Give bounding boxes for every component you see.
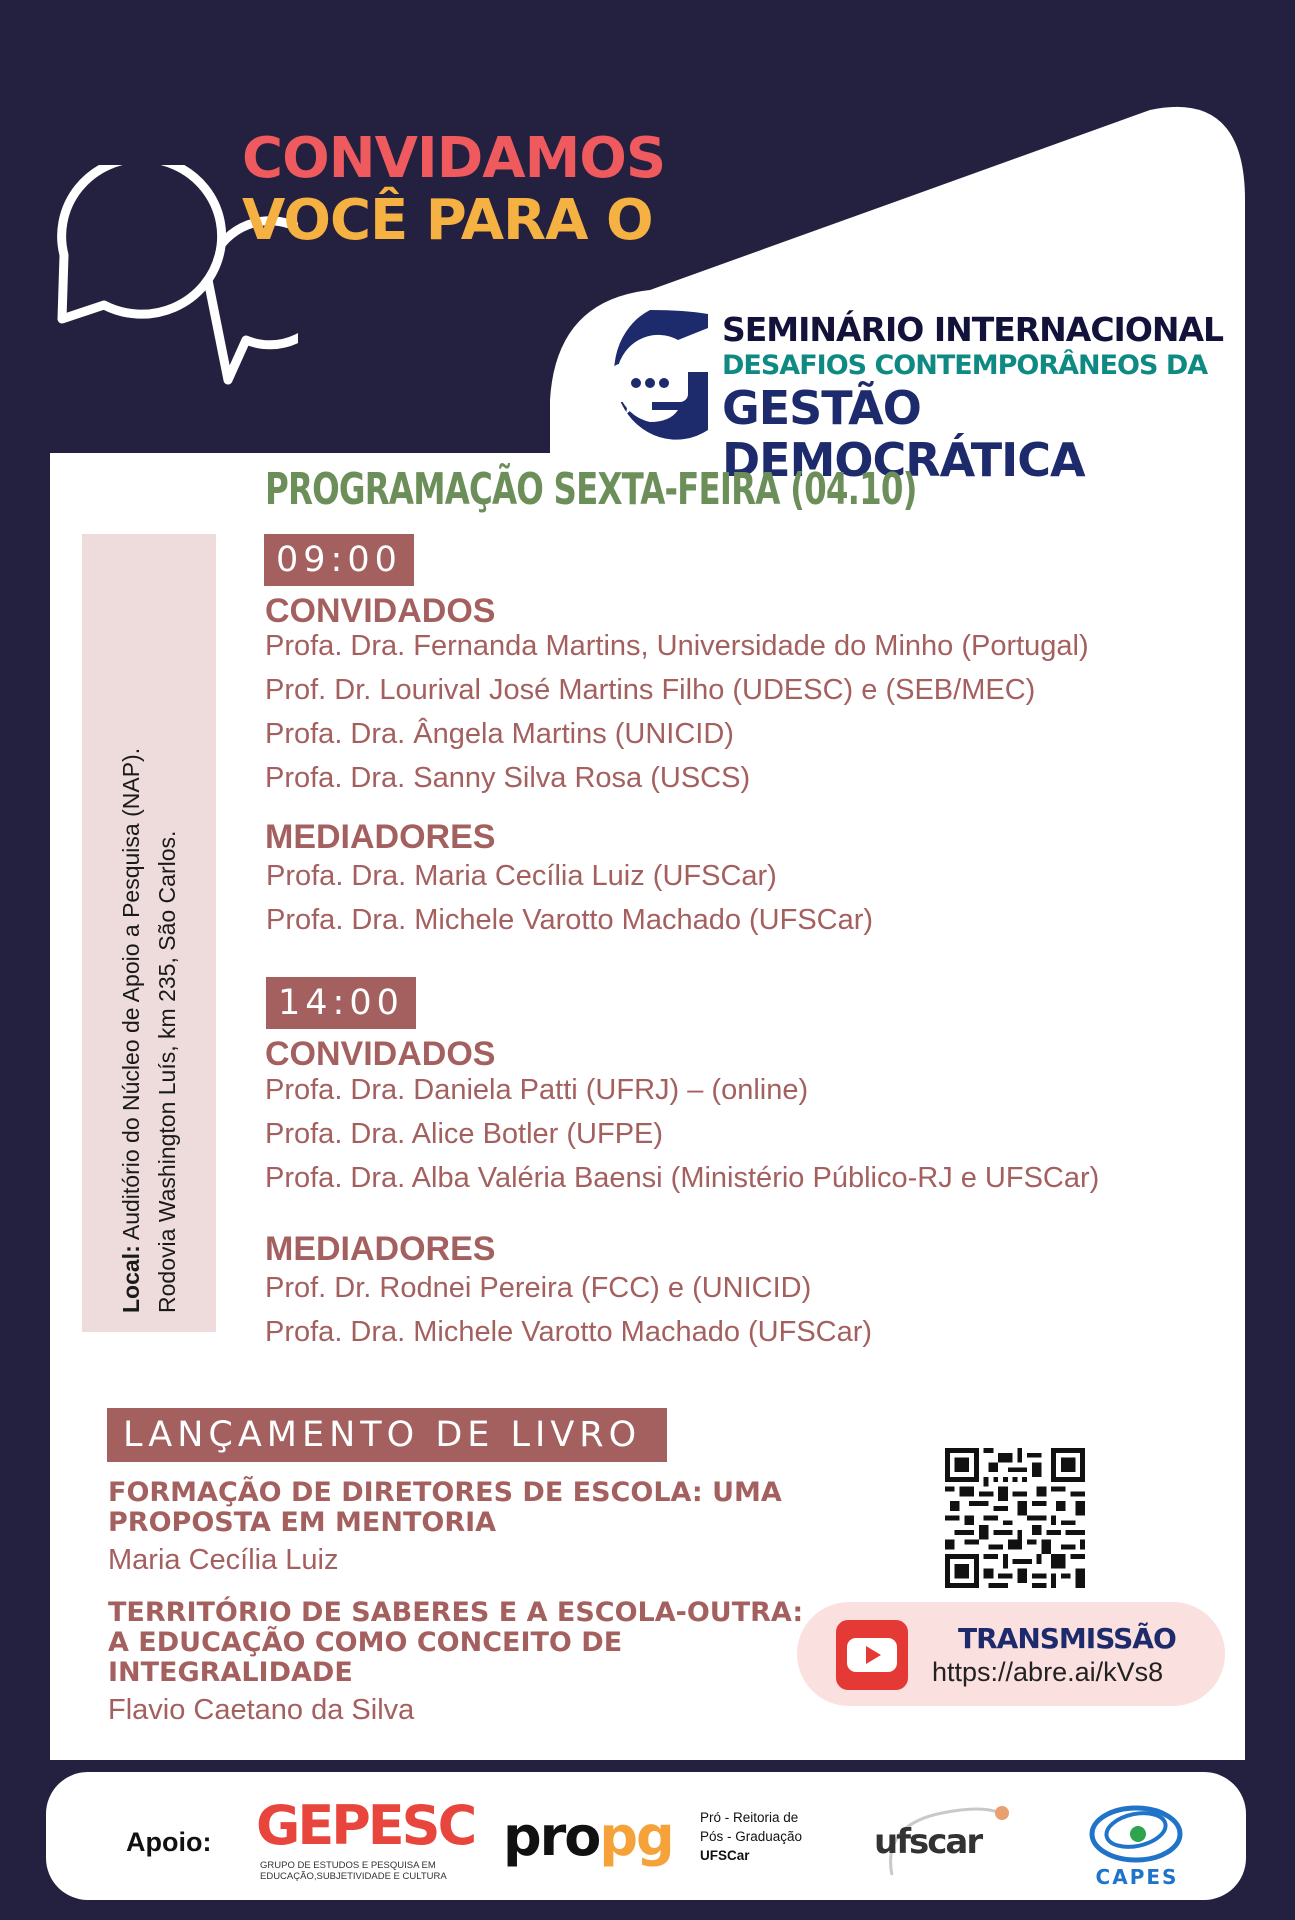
location-line-1: Auditório do Núcleo de Apoio a Pesquisa (NAP). — [118, 747, 144, 1246]
mediators-heading: MEDIADORES — [265, 818, 496, 856]
ufscar-logo — [872, 1795, 1032, 1885]
propg-logo — [503, 1805, 673, 1868]
gepesc-subtitle-line: EDUCAÇÃO,SUBJETIVIDADE E CULTURA — [260, 1871, 447, 1882]
book-title-line: PROPOSTA EM MENTORIA — [108, 1507, 497, 1538]
guest-item: Profa. Dra. Alba Valéria Baensi (Ministério Público-RJ e UFSCar) — [265, 1162, 1100, 1194]
capes-logo — [1082, 1800, 1192, 1888]
propg-subtitle — [700, 1808, 802, 1865]
book-title — [108, 1598, 803, 1688]
location-label: Local: — [118, 1245, 144, 1313]
qr-code[interactable] — [945, 1448, 1085, 1588]
guest-item: Profa. Dra. Daniela Patti (UFRJ) – (online) — [265, 1074, 809, 1106]
gepesc-wordmark-text: GEPESC — [256, 1794, 475, 1857]
guest-item: Profa. Dra. Alice Botler (UFPE) — [265, 1118, 664, 1150]
mediator-item: Profa. Dra. Maria Cecília Luiz (UFSCar) — [266, 860, 777, 892]
book-title-line: INTEGRALIDADE — [108, 1657, 353, 1688]
seminar-title-line-1: SEMINÁRIO INTERNACIONAL — [722, 310, 1224, 349]
book-title-line: FORMAÇÃO DE DIRETORES DE ESCOLA: UMA — [108, 1477, 782, 1508]
capes-wordmark: CAPES — [1095, 1865, 1179, 1888]
gepesc-subtitle — [260, 1860, 447, 1882]
book-author: Maria Cecília Luiz — [108, 1544, 339, 1576]
location-line-2: Rodovia Washington Luís, km 235, São Carlos. — [154, 830, 180, 1313]
program-title: PROGRAMAÇÃO SEXTA-FEIRA (04.10) — [265, 464, 917, 515]
invite-line-1: CONVIDAMOS — [242, 126, 666, 191]
mediators-heading: MEDIADORES — [265, 1230, 496, 1268]
guest-item: Profa. Dra. Sanny Silva Rosa (USCS) — [265, 762, 751, 794]
mediator-item: Prof. Dr. Rodnei Pereira (FCC) e (UNICID) — [265, 1272, 812, 1304]
guest-item: Prof. Dr. Lourival José Martins Filho (UDESC) e (SEB/MEC) — [265, 674, 1036, 706]
gepesc-wordmark — [256, 1794, 474, 1857]
support-label: Apoio: — [126, 1827, 212, 1857]
mediator-item: Profa. Dra. Michele Varotto Machado (UFSCar) — [265, 1316, 873, 1348]
seminar-logo-icon — [590, 310, 710, 450]
book-title-line: A EDUCAÇÃO COMO CONCEITO DE — [108, 1627, 623, 1658]
propg-subtitle-line: Pró - Reitoria de — [700, 1810, 799, 1825]
ufscar-wordmark: ufscar — [874, 1822, 982, 1862]
gepesc-subtitle-line: GRUPO DE ESTUDOS E PESQUISA EM — [260, 1860, 436, 1871]
location-text — [113, 553, 185, 1313]
session-time-badge: 14:00 — [266, 977, 416, 1029]
seminar-title-line-3: GESTÃO DEMOCRÁTICA — [722, 381, 1085, 487]
propg-subtitle-line: UFSCar — [700, 1848, 750, 1863]
guests-heading: CONVIDADOS — [265, 1035, 496, 1073]
seminar-title-line-2: DESAFIOS CONTEMPORÂNEOS DA — [722, 350, 1208, 381]
guest-item: Profa. Dra. Fernanda Martins, Universidade do Minho (Portugal) — [265, 630, 1089, 662]
guest-item: Profa. Dra. Ângela Martins (UNICID) — [265, 718, 734, 750]
transmission-link[interactable]: https://abre.ai/kVs8 — [932, 1657, 1164, 1687]
book-launch-badge: LANÇAMENTO DE LIVRO — [107, 1408, 667, 1462]
book-title — [108, 1478, 782, 1538]
propg-subtitle-line: Pós - Graduação — [700, 1829, 803, 1844]
propg-wordmark-pg: pg — [599, 1805, 673, 1868]
youtube-icon[interactable] — [836, 1620, 908, 1690]
book-title-line: TERRITÓRIO DE SABERES E A ESCOLA-OUTRA: — [108, 1597, 804, 1628]
seminar-title — [722, 310, 1295, 486]
mediator-item: Profa. Dra. Michele Varotto Machado (UFSCar) — [266, 904, 874, 936]
session-time-badge: 09:00 — [264, 534, 414, 586]
propg-wordmark-pro: pro — [503, 1805, 600, 1868]
invite-line-2: VOCÊ PARA O — [242, 188, 653, 253]
guests-heading: CONVIDADOS — [265, 592, 496, 630]
book-author: Flavio Caetano da Silva — [108, 1694, 415, 1726]
transmission-label: TRANSMISSÃO — [958, 1622, 1176, 1655]
gepesc-logo — [256, 1794, 475, 1886]
